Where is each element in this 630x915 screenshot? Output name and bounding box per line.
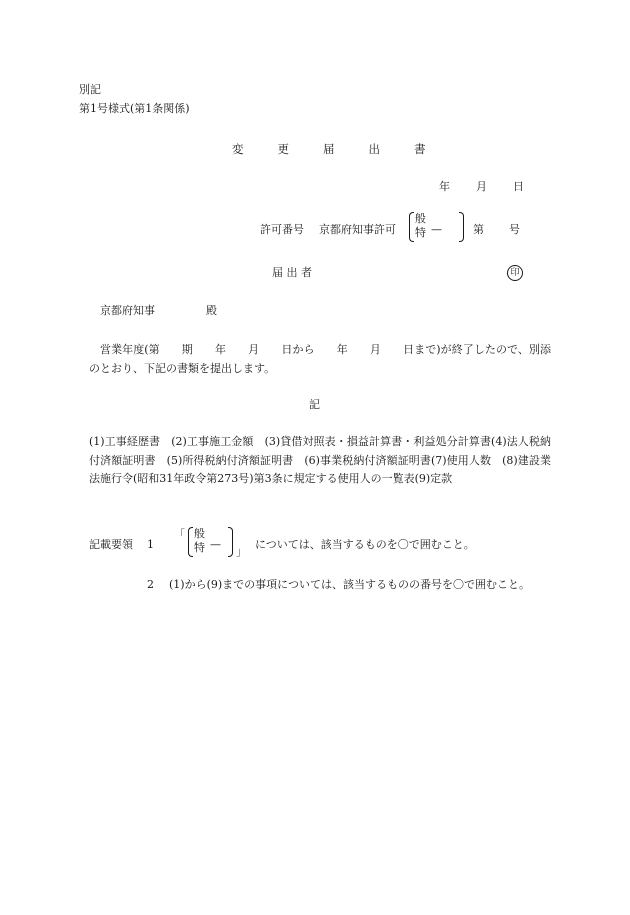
- note1-type-special: 特: [194, 541, 205, 554]
- addressee-name: 京都府知事: [100, 304, 155, 317]
- permit-go: 号: [509, 223, 520, 236]
- title-char: 出: [368, 142, 380, 156]
- permit-authority: 京都府知事許可: [319, 223, 396, 236]
- permit-bracket-left: [409, 212, 414, 242]
- document-list: (1)工事経歴書 (2)工事施工金額 (3)貸借対照表・損益計算書・利益処分計算書(4)法人税納付済額証明書 (5)所得税納付済額証明書 (6)事業税納付済額証明書(7)使用人数 (8)建設業法施行令(昭和31年政令第273号)第3条に規定する使用人の一覧表(9)定款: [89, 435, 551, 485]
- note1-type-stack: [194, 527, 205, 555]
- note1-type-general: 般: [194, 527, 205, 540]
- seal-mark: 印: [507, 265, 523, 281]
- applicant-label: 届 出 者: [272, 266, 312, 279]
- intro-paragraph: 営業年度(第 期 年 月 日から 年 月 日まで)が終了したので、別添のとおり、下記の書類を提出します。: [89, 343, 551, 375]
- date-line: [439, 180, 524, 193]
- permit-label: 許可番号: [260, 223, 304, 236]
- note1-bracket-right: [228, 527, 233, 557]
- ki-heading: 記: [309, 398, 320, 411]
- date-day: 日: [513, 180, 524, 193]
- addressee-honorific: 殿: [206, 304, 217, 317]
- permit-dai: 第: [473, 223, 484, 236]
- document-title: [232, 143, 426, 157]
- permit-type-stack: [415, 212, 426, 240]
- note2-text: (1)から(9)までの事項については、該当するものの番号を〇で囲むこと。: [169, 578, 530, 591]
- permit-dash: —: [431, 223, 442, 236]
- note2-number: 2: [147, 578, 154, 591]
- note1-open-quote: 「: [174, 528, 185, 541]
- permit-type-special: 特: [415, 226, 426, 239]
- title-char: 変: [232, 142, 244, 156]
- note1-close-quote: 」: [236, 545, 247, 558]
- permit-type-general: 般: [415, 212, 426, 225]
- permit-bracket-right: [459, 212, 464, 242]
- title-char: 届: [323, 142, 335, 156]
- note1-dash: —: [210, 538, 221, 551]
- title-char: 更: [277, 142, 289, 156]
- form-number: 第1号様式(第1条関係): [79, 102, 190, 115]
- date-year: 年: [439, 180, 450, 193]
- notes-heading: 記載要領: [89, 538, 133, 551]
- date-month: 月: [476, 180, 487, 193]
- note1-text: については、該当するものを〇で囲むこと。: [255, 538, 475, 551]
- title-char: 書: [414, 142, 426, 156]
- note1-bracket-left: [188, 527, 193, 557]
- appendix-label: 別記: [79, 83, 101, 96]
- note1-number: 1: [147, 538, 154, 551]
